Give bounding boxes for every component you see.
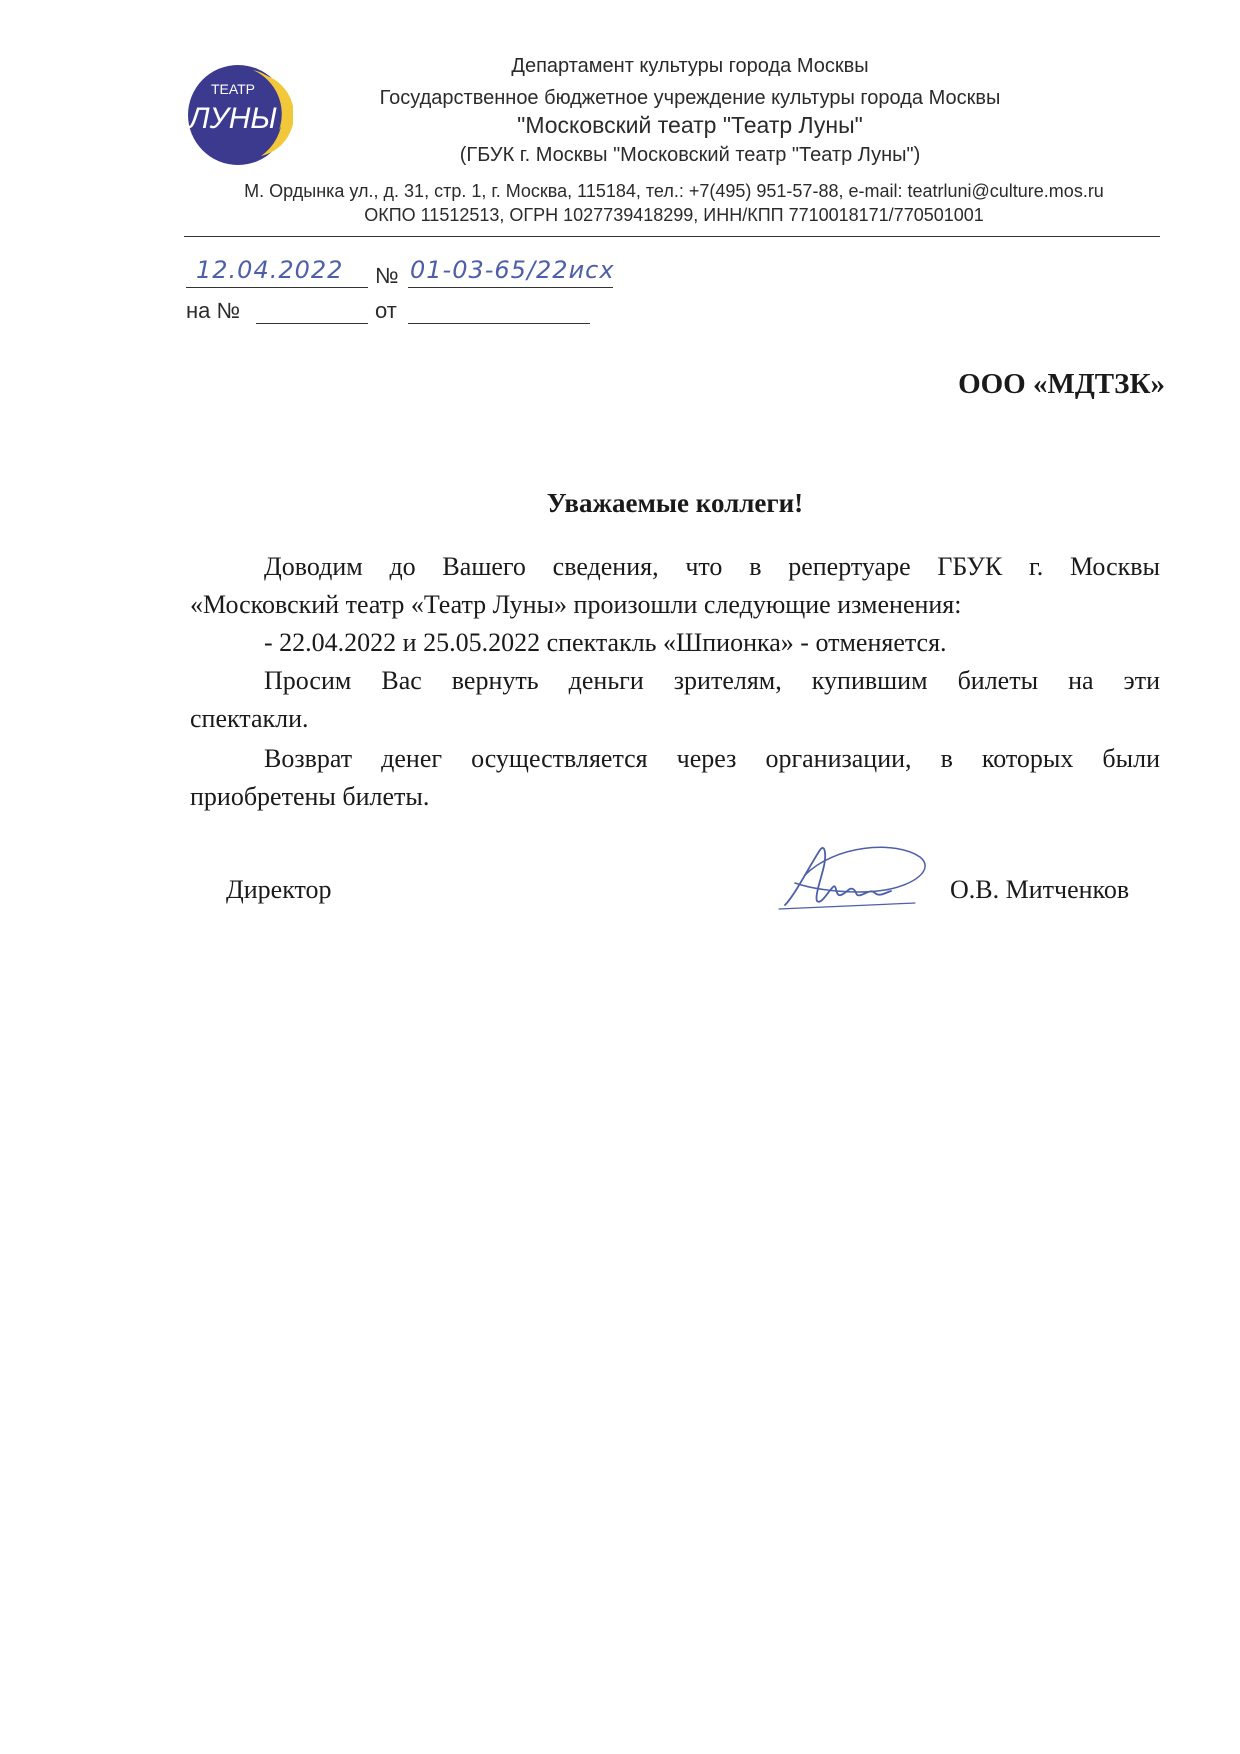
logo-line2: ЛУНЫ (189, 102, 277, 135)
contact-address: М. Ордынка ул., д. 31, стр. 1, г. Москва, 115184, тел.: +7(495) 951-57-88, e-mail: teatrluni@culture.mos.ru (244, 181, 1104, 201)
header-divider (184, 236, 1160, 237)
paragraph-4-line-1: Возврат денег осуществляется через организации, в которых были (264, 744, 1160, 773)
outgoing-number: 01-03-65/22исх (410, 256, 615, 284)
institution-name: "Московский театр "Театр Луны" (517, 112, 863, 138)
institution-short-name: (ГБУК г. Москвы "Московский театр "Театр Луны") (459, 144, 921, 166)
moon-logo-icon (183, 60, 293, 170)
salutation: Уважаемые коллеги! (546, 488, 804, 518)
handwritten-signature (775, 835, 935, 915)
outgoing-date: 12.04.2022 (196, 256, 344, 284)
number-label: № (375, 263, 399, 288)
department-name: Департамент культуры города Москвы (511, 55, 869, 77)
recipient: ООО «МДТЗК» (958, 368, 1165, 400)
theatre-logo (183, 60, 293, 170)
paragraph-1-line-1: Доводим до Вашего сведения, что в репертуаре ГБУК г. Москвы (264, 552, 1160, 581)
reply-number-underline (256, 323, 368, 324)
institution-type: Государственное бюджетное учреждение культуры города Москвы (379, 87, 1001, 109)
number-underline (408, 287, 613, 288)
registration-codes: ОКПО 11512513, ОГРН 1027739418299, ИНН/КПП 7710018171/770501001 (364, 205, 984, 225)
paragraph-3-line-1: Просим Вас вернуть деньги зрителям, купившим билеты на эти (264, 666, 1160, 695)
logo-line1: ТЕАТР (210, 81, 256, 97)
paragraph-2: - 22.04.2022 и 25.05.2022 спектакль «Шпионка» - отменяется. (264, 628, 947, 657)
paragraph-3-line-2: спектакли. (190, 704, 309, 733)
paragraph-1-line-2: «Московский театр «Театр Луны» произошли следующие изменения: (190, 590, 962, 619)
signatory-position: Директор (226, 875, 332, 904)
date-underline (186, 287, 368, 288)
reply-number-label: на № (186, 298, 241, 323)
paragraph-4-line-2: приобретены билеты. (190, 782, 430, 811)
reply-from-label: от (375, 298, 397, 323)
reply-from-underline (408, 323, 590, 324)
signature-icon (775, 835, 935, 915)
signatory-name: О.В. Митченков (950, 875, 1130, 904)
